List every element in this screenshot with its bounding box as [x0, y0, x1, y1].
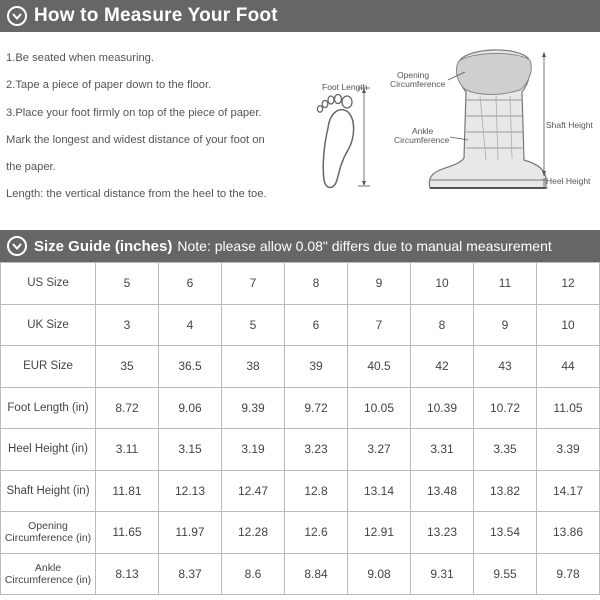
- table-cell: 42: [411, 346, 474, 388]
- table-row: [1, 512, 600, 554]
- foot-length-arrow: [358, 88, 370, 186]
- row-header: Shaft Height (in): [1, 470, 96, 512]
- row-header-line2: Circumference (in): [4, 573, 92, 586]
- table-cell: 36.5: [159, 346, 222, 388]
- row-header: Heel Height (in): [1, 429, 96, 471]
- row-header: UK Size: [1, 304, 96, 346]
- table-cell: 5: [222, 304, 285, 346]
- table-cell: 13.86: [537, 512, 600, 554]
- measure-header-banner: [0, 0, 600, 32]
- table-row: [1, 263, 600, 305]
- chevron-down-icon: [7, 6, 27, 26]
- table-cell: 11.05: [537, 387, 600, 429]
- table-cell: 3.35: [474, 429, 537, 471]
- table-cell: 11.81: [96, 470, 159, 512]
- table-cell: 7: [348, 304, 411, 346]
- table-cell: 9.06: [159, 387, 222, 429]
- row-header: EUR Size: [1, 346, 96, 388]
- heel-height-label: Heel Height: [546, 176, 591, 186]
- table-cell: 11: [474, 263, 537, 305]
- instruction-line: 3.Place your foot firmly on top of the piece of paper.: [6, 106, 262, 119]
- shaft-height-label: Shaft Height: [546, 120, 593, 130]
- shaft-height-arrow: [542, 52, 546, 176]
- table-row: [1, 429, 600, 471]
- row-header: [1, 512, 96, 554]
- table-cell: 13.54: [474, 512, 537, 554]
- table-cell: 10.39: [411, 387, 474, 429]
- table-cell: 12.47: [222, 470, 285, 512]
- table-cell: 9.31: [411, 553, 474, 595]
- table-cell: 3.31: [411, 429, 474, 471]
- ankle-circumference-label-line2: Circumference: [394, 135, 450, 145]
- table-cell: 9.55: [474, 553, 537, 595]
- opening-circumference-label: Opening: [397, 70, 430, 80]
- table-cell: 8.13: [96, 553, 159, 595]
- instruction-line: 2.Tape a piece of paper down to the floor.: [6, 79, 212, 92]
- table-cell: 7: [222, 263, 285, 305]
- table-cell: 9.39: [222, 387, 285, 429]
- measure-title: How to Measure Your Foot: [34, 5, 278, 26]
- row-header: [1, 553, 96, 595]
- snow-boot-illustration: [429, 50, 546, 188]
- size-guide-note: Note: please allow 0.08" differs due to manual measurement: [177, 238, 552, 254]
- table-cell: 40.5: [348, 346, 411, 388]
- table-cell: 3: [96, 304, 159, 346]
- table-cell: 9.72: [285, 387, 348, 429]
- table-cell: 3.15: [159, 429, 222, 471]
- table-cell: 3.23: [285, 429, 348, 471]
- opening-circumference-label-line2: Circumference: [390, 79, 446, 89]
- table-cell: 6: [285, 304, 348, 346]
- table-cell: 3.39: [537, 429, 600, 471]
- table-cell: 12: [537, 263, 600, 305]
- ankle-circumference-label: Ankle: [412, 126, 434, 136]
- table-cell: 6: [159, 263, 222, 305]
- row-header-line2: Circumference (in): [4, 532, 92, 545]
- instruction-line: the paper.: [6, 161, 56, 174]
- row-header-line1: Opening: [28, 520, 68, 533]
- table-row: [1, 304, 600, 346]
- row-header: US Size: [1, 263, 96, 305]
- table-cell: 9.08: [348, 553, 411, 595]
- table-cell: 10.72: [474, 387, 537, 429]
- table-cell: 3.19: [222, 429, 285, 471]
- size-guide-table: [0, 262, 600, 595]
- table-cell: 44: [537, 346, 600, 388]
- table-cell: 9: [474, 304, 537, 346]
- table-cell: 35: [96, 346, 159, 388]
- table-cell: 8.37: [159, 553, 222, 595]
- instruction-line: Mark the longest and widest distance of your foot on: [6, 133, 265, 146]
- table-cell: 12.13: [159, 470, 222, 512]
- foot-length-label: Foot Length: [322, 82, 368, 92]
- table-cell: 12.6: [285, 512, 348, 554]
- table-cell: 8.84: [285, 553, 348, 595]
- table-cell: 12.28: [222, 512, 285, 554]
- table-cell: 11.65: [96, 512, 159, 554]
- table-cell: 8: [285, 263, 348, 305]
- row-header-line1: Ankle: [34, 561, 62, 574]
- table-row: [1, 553, 600, 595]
- measure-instructions: [6, 45, 301, 209]
- table-cell: 11.97: [159, 512, 222, 554]
- instruction-line: 1.Be seated when measuring.: [6, 52, 155, 64]
- table-cell: 13.23: [411, 512, 474, 554]
- table-cell: 14.17: [537, 470, 600, 512]
- table-cell: 13.14: [348, 470, 411, 512]
- table-cell: 4: [159, 304, 222, 346]
- foot-outline-illustration: [317, 95, 353, 188]
- table-row: [1, 470, 600, 512]
- size-guide-title: Size Guide (inches): [34, 237, 173, 255]
- table-cell: 12.8: [285, 470, 348, 512]
- table-cell: 13.82: [474, 470, 537, 512]
- table-cell: 39: [285, 346, 348, 388]
- size-guide-header-banner: [0, 230, 600, 262]
- measure-diagram: [300, 40, 600, 220]
- table-cell: 5: [96, 263, 159, 305]
- table-cell: 10.05: [348, 387, 411, 429]
- table-cell: 3.11: [96, 429, 159, 471]
- table-cell: 8: [411, 304, 474, 346]
- table-cell: 9.78: [537, 553, 600, 595]
- table-cell: 13.48: [411, 470, 474, 512]
- table-cell: 9: [348, 263, 411, 305]
- table-row: [1, 387, 600, 429]
- table-cell: 8.72: [96, 387, 159, 429]
- table-cell: 10: [537, 304, 600, 346]
- table-cell: 8.6: [222, 553, 285, 595]
- table-cell: 3.27: [348, 429, 411, 471]
- row-header: Foot Length (in): [1, 387, 96, 429]
- table-cell: 12.91: [348, 512, 411, 554]
- table-cell: 43: [474, 346, 537, 388]
- table-cell: 38: [222, 346, 285, 388]
- table-cell: 10: [411, 263, 474, 305]
- instruction-line: Length: the vertical distance from the heel to the toe.: [6, 188, 267, 201]
- table-row: [1, 346, 600, 388]
- chevron-down-icon: [7, 236, 27, 256]
